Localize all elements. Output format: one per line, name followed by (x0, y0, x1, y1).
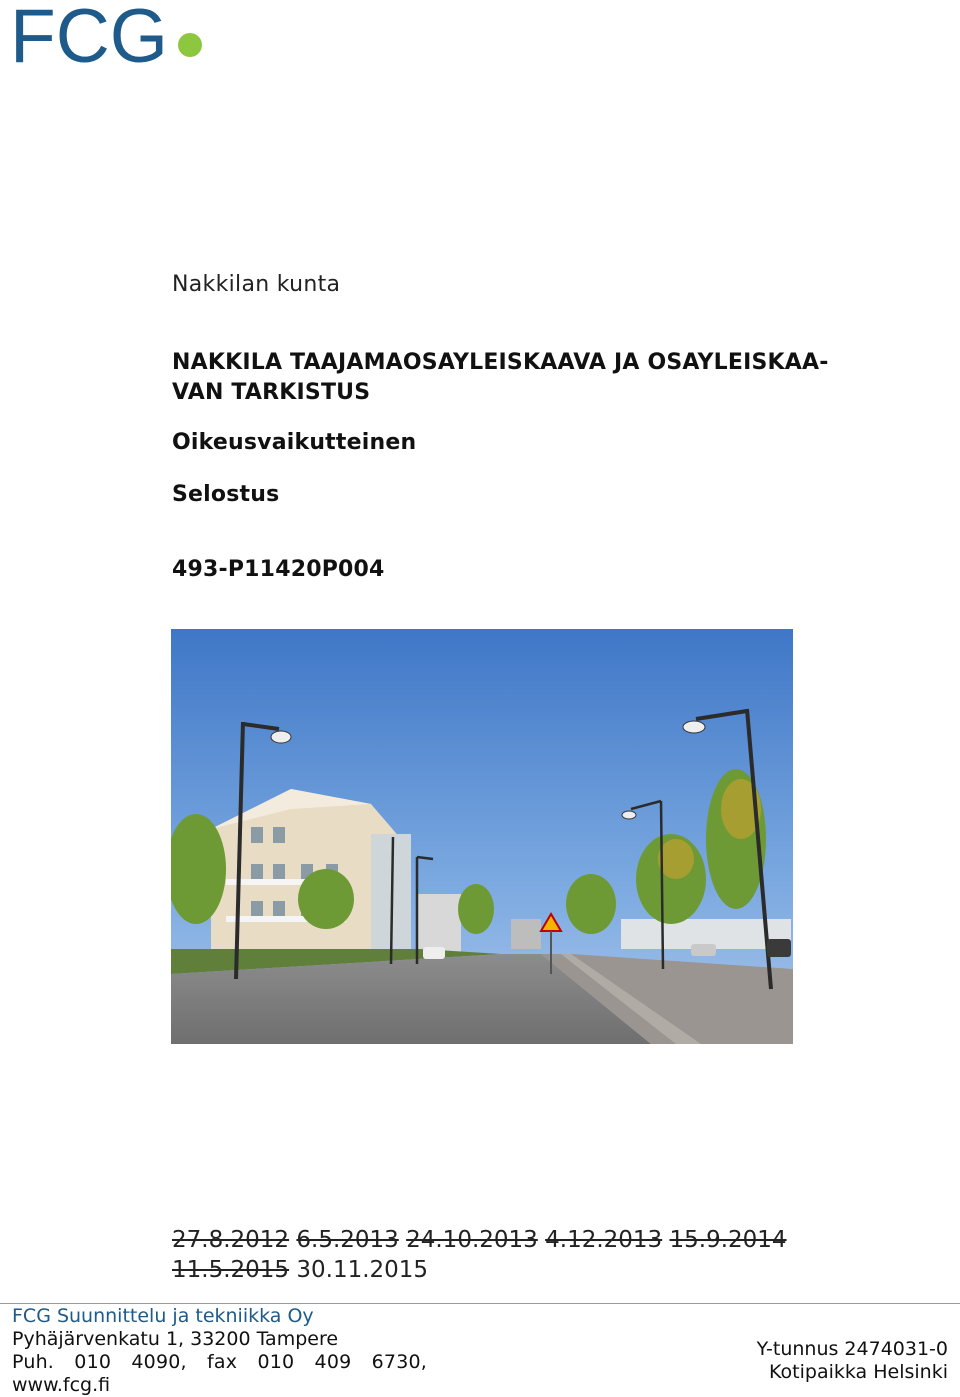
revision-date: 4.12.2013 (545, 1227, 663, 1253)
title-line-2: VAN TARKISTUS (172, 380, 371, 405)
revision-date: 11.5.2015 (172, 1257, 290, 1283)
footer-contact (12, 1305, 427, 1397)
footer-divider (0, 1303, 960, 1304)
document-type: Oikeusvaikutteinen (172, 430, 417, 455)
revision-date: 24.10.2013 (406, 1227, 538, 1253)
fcg-logo-text: FCG (10, 0, 168, 70)
revision-dates (172, 1225, 892, 1285)
project-code: 493-P11420P004 (172, 557, 385, 582)
logo-dot-icon (178, 33, 202, 57)
footer-business-id: Y-tunnus 2474031-0 (756, 1338, 948, 1360)
document-section: Selostus (172, 482, 280, 507)
revision-date: 27.8.2012 (172, 1227, 290, 1253)
footer-web-link[interactable]: www.fcg.fi (12, 1374, 111, 1396)
footer-phone: Puh. 010 4090, fax 010 409 6730, (12, 1351, 428, 1373)
footer-registration (757, 1338, 948, 1384)
current-date: 30.11.2015 (296, 1257, 429, 1283)
client-name: Nakkilan kunta (172, 272, 341, 297)
title-line-1: NAKKILA TAAJAMAOSAYLEISKAAVA JA OSAYLEISKAA- (172, 350, 829, 375)
footer-address: Pyhäjärvenkatu 1, 33200 Tampere (12, 1328, 339, 1350)
fcg-logo (10, 0, 210, 70)
revision-date: 15.9.2014 (669, 1227, 787, 1253)
footer-company: FCG Suunnittelu ja tekniikka Oy (12, 1305, 314, 1327)
revision-date: 6.5.2013 (296, 1227, 399, 1253)
document-title (172, 348, 829, 408)
footer-domicile: Kotipaikka Helsinki (769, 1361, 948, 1383)
cover-photo (171, 629, 793, 1044)
